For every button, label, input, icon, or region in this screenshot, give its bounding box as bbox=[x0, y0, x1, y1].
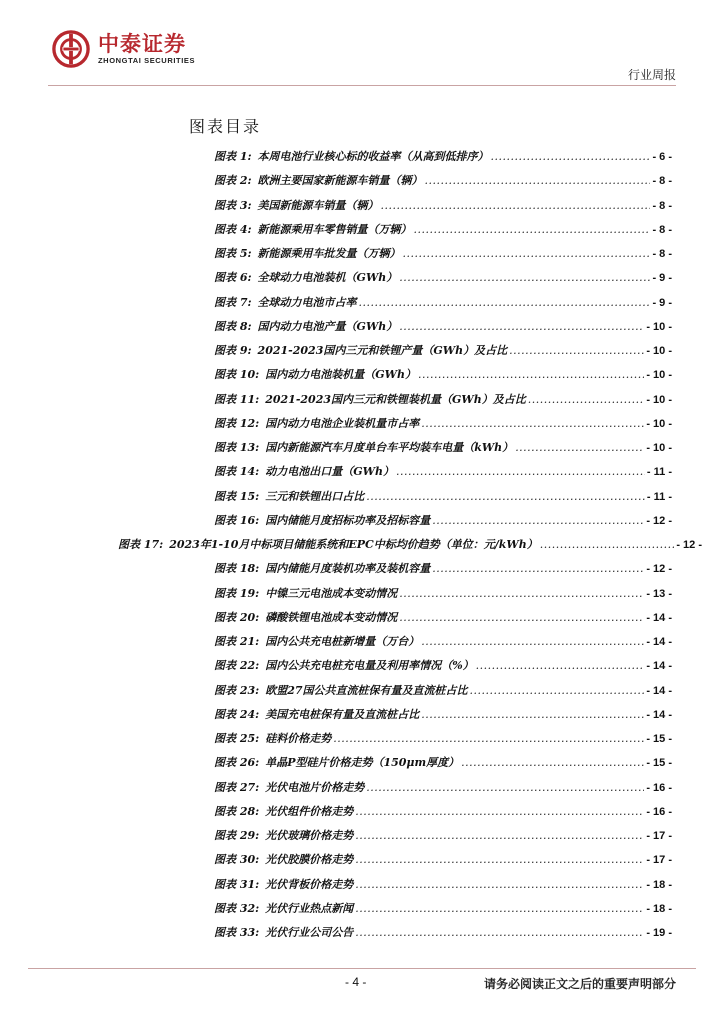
toc-entry-title: 欧盟27国公共直流桩保有量及直流桩占比 bbox=[265, 683, 468, 697]
toc-entry-label: 图表 27: bbox=[214, 780, 260, 794]
toc-entry-title: 磷酸铁锂电池成本变动情况 bbox=[265, 610, 398, 624]
toc-entry[interactable] bbox=[214, 245, 672, 265]
toc-entry-page: - 6 - bbox=[652, 151, 672, 163]
toc-entry-leader bbox=[355, 829, 644, 842]
toc-entry-title: 2023年1-10月中标项目储能系统和EPC中标均价趋势（单位：元/kWh） bbox=[169, 538, 538, 551]
footer-disclaimer: 请务必阅读正文之后的重要声明部分 bbox=[483, 977, 676, 991]
toc-entry[interactable] bbox=[214, 512, 672, 532]
toc-entry-page: - 16 - bbox=[646, 805, 672, 818]
toc-entry-leader bbox=[461, 756, 644, 769]
toc-entry-page: - 11 - bbox=[646, 490, 672, 503]
toc-entry[interactable] bbox=[214, 148, 672, 168]
toc-entry-title: 本周电池行业核心标的收益率（从高到低排序） bbox=[257, 150, 489, 163]
toc-entry-leader bbox=[355, 902, 644, 915]
toc-entry[interactable] bbox=[214, 924, 672, 944]
toc-entry[interactable] bbox=[214, 706, 672, 726]
toc-entry-leader bbox=[381, 199, 651, 212]
toc-entry-label: 图表 12: bbox=[214, 416, 260, 430]
toc-entry-page: - 10 - bbox=[646, 442, 672, 454]
toc-entry-title: 动力电池出口量（GWh） bbox=[265, 465, 394, 479]
toc-entry-title: 新能源乘用车零售销量（万辆） bbox=[257, 222, 412, 236]
toc-entry-leader bbox=[432, 514, 644, 527]
toc-entry[interactable] bbox=[118, 536, 702, 556]
toc-entry-page: - 9 - bbox=[652, 272, 672, 285]
toc-entry-label: 图表 26: bbox=[214, 756, 260, 770]
zhongtai-logo-icon bbox=[52, 30, 90, 68]
toc-entry-label: 图表 4: bbox=[214, 222, 252, 236]
toc-entry-leader bbox=[540, 538, 675, 551]
toc-entry[interactable] bbox=[214, 560, 672, 580]
toc-entry-page: - 13 - bbox=[646, 587, 672, 600]
toc-entry-label: 图表 30: bbox=[214, 853, 260, 867]
toc-entry-title: 三元和铁锂出口占比 bbox=[265, 489, 365, 503]
toc-entry[interactable] bbox=[214, 851, 672, 871]
toc-entry-leader bbox=[425, 174, 651, 187]
toc-entry-page: - 8 - bbox=[652, 248, 672, 260]
toc-entry-page: - 8 - bbox=[652, 223, 672, 236]
toc-entry-leader bbox=[366, 490, 645, 503]
toc-entry-title: 光伏背板价格走势 bbox=[265, 877, 354, 891]
toc-entry-title: 国内新能源汽车月度单台车平均装车电量（kWh） bbox=[265, 441, 514, 454]
toc-entry-label: 图表 28: bbox=[214, 804, 260, 818]
toc-entry-page: - 17 - bbox=[646, 830, 672, 842]
toc-entry[interactable] bbox=[214, 609, 672, 629]
toc-entry-label: 图表 9: bbox=[214, 344, 252, 357]
report-type-label: 行业周报 bbox=[627, 68, 676, 82]
toc-entry-label: 图表 23: bbox=[214, 683, 260, 697]
toc-entry[interactable] bbox=[214, 342, 672, 362]
toc-entry-title: 国内动力电池装机量（GWh） bbox=[265, 368, 416, 382]
toc-entry-page: - 8 - bbox=[652, 199, 672, 212]
toc-entry-label: 图表 2: bbox=[214, 174, 252, 188]
toc-entry-label: 图表 21: bbox=[214, 635, 260, 648]
toc-entry-leader bbox=[366, 781, 644, 794]
toc-entry-label: 图表 6: bbox=[214, 271, 252, 285]
toc-entry-label: 图表 1: bbox=[214, 150, 252, 163]
toc-entry-leader bbox=[333, 732, 644, 745]
toc-entry[interactable] bbox=[214, 318, 672, 338]
toc-entry-page: - 18 - bbox=[646, 878, 672, 891]
toc-entry-leader bbox=[414, 223, 651, 236]
toc-entry-leader bbox=[355, 853, 644, 866]
toc-entry-label: 图表 7: bbox=[214, 295, 252, 309]
toc-entry-label: 图表 24: bbox=[214, 707, 260, 721]
toc-entry-leader bbox=[421, 708, 644, 721]
toc-entry[interactable] bbox=[214, 172, 672, 192]
toc-entry-title: 光伏玻璃价格走势 bbox=[265, 829, 354, 842]
toc-entry-page: - 14 - bbox=[646, 660, 672, 673]
toc-entry-leader bbox=[421, 635, 644, 648]
toc-entry-leader bbox=[421, 417, 644, 430]
toc-entry-page: - 17 - bbox=[646, 854, 672, 867]
toc-entry-page: - 10 - bbox=[646, 320, 672, 333]
toc-entry-page: - 14 - bbox=[646, 611, 672, 624]
toc-entry-label: 图表 33: bbox=[214, 926, 260, 939]
toc-entry-page: - 14 - bbox=[646, 684, 672, 697]
header-divider bbox=[48, 85, 676, 86]
toc-entry-label: 图表 18: bbox=[214, 562, 260, 576]
toc-entry-page: - 15 - bbox=[646, 733, 672, 745]
toc-entry[interactable] bbox=[214, 585, 672, 605]
toc-entry-page: - 15 - bbox=[646, 757, 672, 770]
toc-entry-page: - 11 - bbox=[646, 466, 672, 479]
toc-entry-label: 图表 10: bbox=[214, 368, 260, 382]
logo-chinese-name: 中泰证券 bbox=[98, 32, 186, 56]
toc-entry[interactable] bbox=[214, 488, 672, 508]
toc-entry[interactable] bbox=[214, 221, 672, 241]
toc-entry-page: - 12 - bbox=[646, 514, 672, 527]
logo-english-name: ZHONGTAI SECURITIES bbox=[98, 56, 196, 65]
toc-entry-title: 美国新能源车销量（辆） bbox=[257, 198, 379, 212]
toc-entry-page: - 8 - bbox=[652, 175, 672, 188]
toc-entry-leader bbox=[355, 805, 644, 818]
toc-entry-page: - 10 - bbox=[646, 369, 672, 382]
toc-entry-leader bbox=[476, 659, 645, 672]
toc-entry[interactable] bbox=[214, 391, 672, 411]
toc-entry-label: 图表 32: bbox=[214, 901, 260, 915]
toc-entry-page: - 19 - bbox=[646, 927, 672, 939]
toc-entry-label: 图表 25: bbox=[214, 732, 260, 745]
toc-entry-leader bbox=[355, 878, 644, 891]
toc-entry-page: - 12 - bbox=[676, 539, 702, 551]
company-logo bbox=[52, 30, 195, 68]
toc-entry-title: 国内公共充电桩充电量及利用率情况（%） bbox=[265, 659, 474, 673]
toc-entry-label: 图表 5: bbox=[214, 247, 252, 260]
toc-entry[interactable] bbox=[214, 827, 672, 847]
toc-entry[interactable] bbox=[214, 294, 672, 314]
toc-entry-title: 光伏行业公司公告 bbox=[265, 926, 354, 939]
toc-entry-label: 图表 31: bbox=[214, 877, 260, 891]
toc-entry[interactable] bbox=[214, 657, 672, 677]
toc-entry-page: - 18 - bbox=[646, 902, 672, 915]
toc-entry[interactable] bbox=[214, 439, 672, 459]
toc-entry-page: - 14 - bbox=[646, 636, 672, 648]
toc-entry-leader bbox=[399, 271, 650, 284]
toc-entry[interactable] bbox=[214, 682, 672, 702]
toc-entry-title: 国内储能月度招标功率及招标容量 bbox=[265, 513, 431, 527]
toc-entry-page: - 14 - bbox=[646, 708, 672, 721]
toc-entry-page: - 10 - bbox=[646, 393, 672, 406]
toc-entry[interactable] bbox=[214, 415, 672, 435]
toc-entry-title: 全球动力电池装机（GWh） bbox=[257, 271, 398, 285]
toc-entry-page: - 12 - bbox=[646, 563, 672, 576]
toc-entry-leader bbox=[403, 247, 651, 260]
toc-title: 图表目录 bbox=[189, 117, 262, 136]
toc-entry-label: 图表 14: bbox=[214, 465, 260, 479]
toc-entry-leader bbox=[515, 441, 644, 454]
toc-entry-title: 全球动力电池市占率 bbox=[257, 295, 357, 309]
toc-entry-label: 图表 3: bbox=[214, 198, 252, 212]
toc-entry[interactable] bbox=[214, 269, 672, 289]
toc-entry[interactable] bbox=[214, 730, 672, 750]
toc-entry[interactable] bbox=[214, 633, 672, 653]
toc-entry-title: 欧洲主要国家新能源车销量（辆） bbox=[257, 174, 423, 188]
toc-entry-title: 国内动力电池产量（GWh） bbox=[257, 319, 398, 333]
toc-entry-title: 2021-2023国内三元和铁锂产量（GWh）及占比 bbox=[257, 344, 508, 357]
toc-entry-title: 光伏胶膜价格走势 bbox=[265, 853, 354, 867]
toc-entry-title: 2021-2023国内三元和铁锂装机量（GWh）及占比 bbox=[265, 392, 526, 406]
toc-entry-leader bbox=[432, 562, 644, 575]
toc-entry-title: 美国充电桩保有量及直流桩占比 bbox=[265, 707, 420, 721]
toc-entry-label: 图表 19: bbox=[214, 586, 260, 600]
toc-entry[interactable] bbox=[214, 779, 672, 799]
toc-entry-page: - 10 - bbox=[646, 345, 672, 357]
toc-entry[interactable] bbox=[214, 463, 672, 483]
toc-entry-title: 光伏电池片价格走势 bbox=[265, 780, 365, 794]
toc-entry-label: 图表 8: bbox=[214, 319, 252, 333]
toc-entry[interactable] bbox=[214, 900, 672, 920]
toc-entry-leader bbox=[399, 587, 644, 600]
toc-entry-label: 图表 11: bbox=[214, 392, 260, 406]
toc-entry-leader bbox=[418, 368, 644, 381]
page-number: - 4 - bbox=[345, 975, 367, 989]
toc-entry-label: 图表 16: bbox=[214, 513, 260, 527]
toc-entry-label: 图表 15: bbox=[214, 489, 260, 503]
toc-entry-title: 硅料价格走势 bbox=[265, 732, 332, 745]
footer-divider bbox=[28, 968, 696, 969]
toc-entry-title: 单晶P型硅片价格走势（150μm厚度） bbox=[265, 756, 460, 770]
toc-entry-leader bbox=[399, 611, 644, 624]
toc-entry-title: 国内储能月度装机功率及装机容量 bbox=[265, 562, 431, 576]
toc-entry-title: 国内公共充电桩新增量（万台） bbox=[265, 635, 420, 648]
toc-entry[interactable] bbox=[214, 803, 672, 823]
toc-entry-page: - 9 - bbox=[652, 296, 672, 309]
toc-entry-leader bbox=[396, 465, 645, 478]
toc-entry-leader bbox=[491, 150, 651, 163]
toc-entry-label: 图表 17: bbox=[118, 538, 164, 551]
toc-entry-leader bbox=[470, 684, 645, 697]
toc-entry-label: 图表 22: bbox=[214, 659, 260, 673]
toc-entry-title: 新能源乘用车批发量（万辆） bbox=[257, 247, 401, 260]
toc-entry-label: 图表 13: bbox=[214, 441, 260, 454]
toc-entry[interactable] bbox=[214, 197, 672, 217]
toc-entry[interactable] bbox=[214, 876, 672, 896]
toc-entry-title: 中镍三元电池成本变动情况 bbox=[265, 586, 398, 600]
toc-entry-title: 光伏行业热点新闻 bbox=[265, 901, 354, 915]
toc-entry-label: 图表 29: bbox=[214, 829, 260, 842]
toc-entry-page: - 10 - bbox=[646, 417, 672, 430]
toc-entry-page: - 16 - bbox=[646, 781, 672, 794]
toc-entry-leader bbox=[359, 296, 651, 309]
toc-entry-label: 图表 20: bbox=[214, 610, 260, 624]
toc-entry-title: 国内动力电池企业装机量市占率 bbox=[265, 416, 420, 430]
toc-entry-title: 光伏组件价格走势 bbox=[265, 804, 354, 818]
toc-entry[interactable] bbox=[214, 754, 672, 774]
toc-entry[interactable] bbox=[214, 366, 672, 386]
toc-entry-leader bbox=[355, 926, 644, 939]
toc-entry-leader bbox=[528, 393, 645, 406]
toc-entry-leader bbox=[399, 320, 644, 333]
toc-entry-leader bbox=[509, 344, 644, 357]
